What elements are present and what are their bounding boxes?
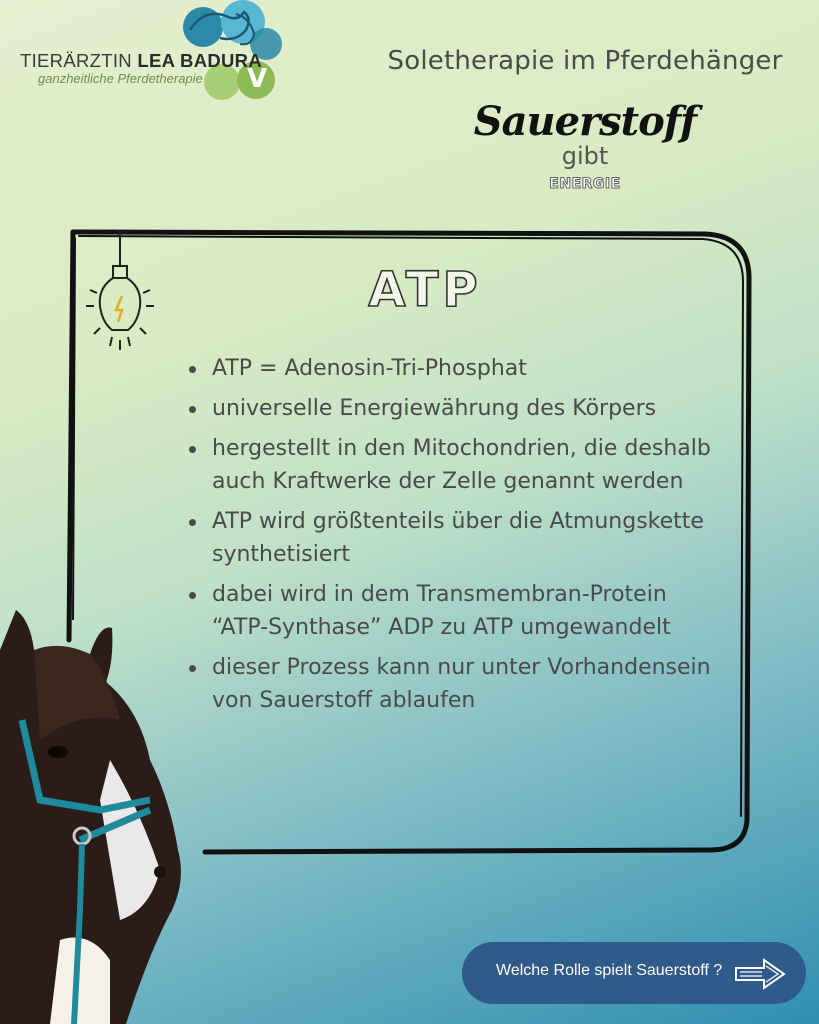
card-title: ATP — [368, 262, 482, 318]
arrow-right-icon — [734, 958, 786, 990]
brand-name-regular: TIERÄRZTIN — [20, 50, 138, 71]
bullet-item-1: ATP = Adenosin-Tri-Phosphat — [188, 352, 728, 385]
horse-image — [0, 610, 200, 1024]
headline-connector: gibt — [561, 142, 609, 170]
bullet-item-4: ATP wird größtenteils über die Atmungskette synthetisiert — [188, 505, 728, 571]
page-subtitle: Soletherapie im Pferdehänger — [387, 46, 783, 76]
bullet-list — [188, 352, 728, 724]
next-topic-label: Welche Rolle spielt Sauerstoff ? — [496, 962, 723, 979]
headline-energy: ENERGIE — [549, 176, 621, 192]
bullet-item-6: dieser Prozess kann nur unter Vorhandensein von Sauerstoff ablaufen — [188, 651, 728, 717]
bullet-item-2: universelle Energiewährung des Körpers — [188, 392, 728, 425]
brand-name-bold: LEA BADURA — [137, 50, 263, 71]
brand-name — [20, 50, 262, 72]
logo-letter: V — [247, 64, 268, 94]
next-topic-button[interactable] — [462, 942, 806, 1004]
brand-logo — [0, 0, 300, 110]
lightbulb-icon — [80, 230, 160, 370]
bullet-item-3: hergestellt in den Mitochondrien, die deshalb auch Kraftwerke der Zelle genannt werden — [188, 432, 728, 498]
script-headline: Sauerstoff — [473, 98, 697, 145]
brand-tagline: ganzheitliche Pferdetherapie — [38, 71, 203, 86]
bullet-item-5: dabei wird in dem Transmembran-Protein “ATP-Synthase” ADP zu ATP umgewandelt — [188, 578, 728, 644]
